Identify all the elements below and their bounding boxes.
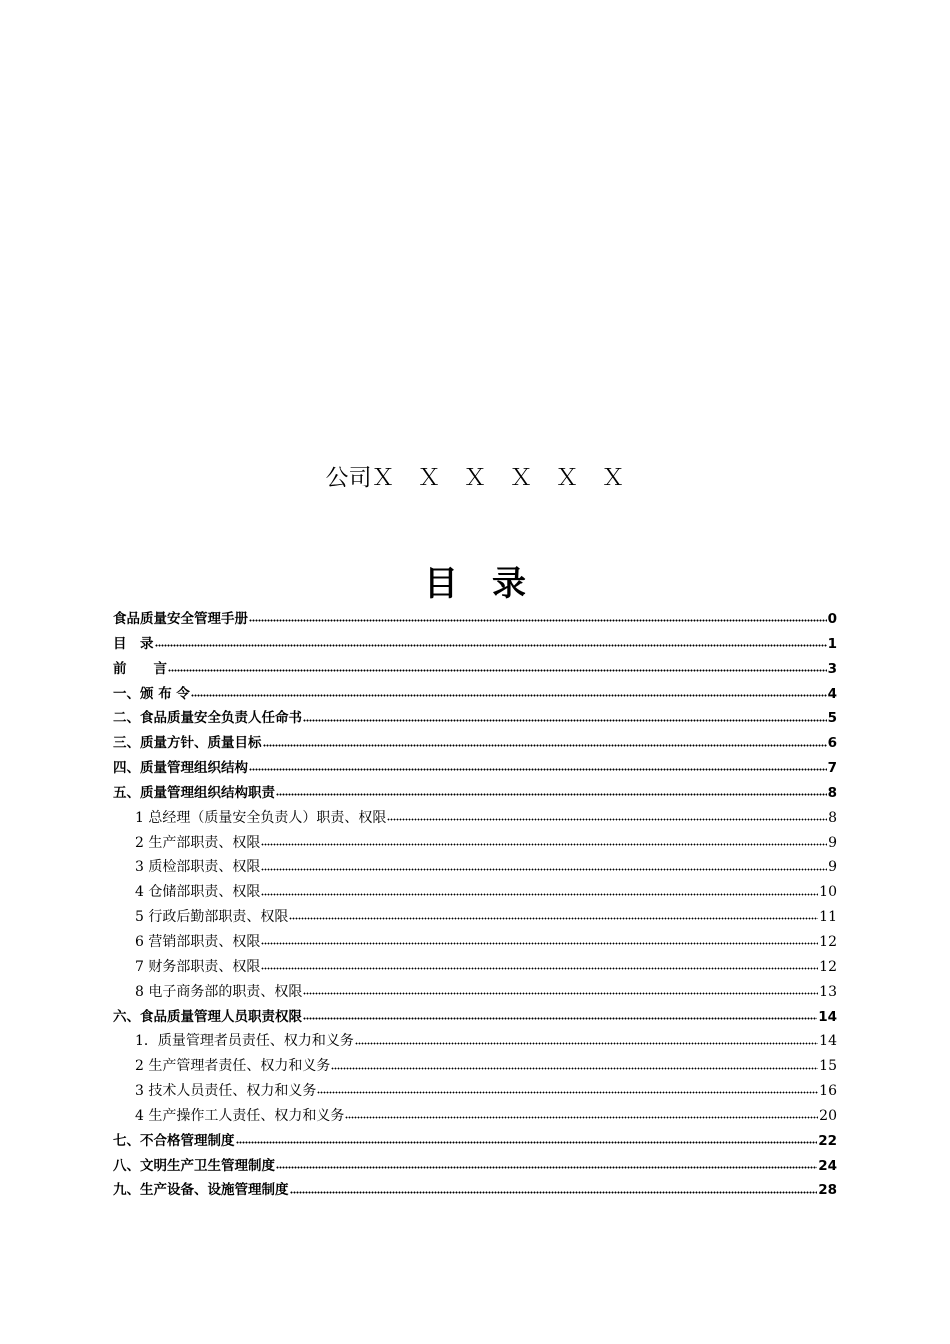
toc-leader-dots — [331, 1066, 818, 1070]
toc-leader-dots — [355, 1041, 818, 1045]
toc-leader-dots — [387, 818, 827, 822]
table-of-contents — [113, 607, 837, 1203]
toc-entry-text: 二、食品质量安全负责人任命书 — [113, 710, 302, 727]
toc-entry-text: 3 质检部职责、权限 — [135, 859, 261, 876]
toc-subentry[interactable] — [113, 1079, 837, 1104]
toc-subentry[interactable] — [113, 1029, 837, 1054]
company-name: 公司Ｘ Ｘ Ｘ Ｘ Ｘ Ｘ — [325, 465, 625, 491]
toc-entry[interactable] — [113, 781, 837, 806]
toc-entry-page: 13 — [819, 983, 837, 1000]
toc-entry-text: 2 生产管理者责任、权力和义务 — [135, 1058, 331, 1075]
toc-entry-page: 1 — [827, 635, 837, 652]
toc-entry-page: 28 — [818, 1182, 837, 1199]
toc-entry-text: 4 生产操作工人责任、权力和义务 — [135, 1107, 345, 1124]
toc-entry-text: 食品质量安全管理手册 — [113, 611, 248, 627]
toc-entry[interactable] — [113, 632, 837, 657]
toc-entry-page: 5 — [827, 710, 837, 727]
toc-entry[interactable] — [113, 756, 837, 781]
toc-entry-page: 16 — [819, 1083, 837, 1100]
toc-entry-page: 12 — [819, 958, 837, 975]
toc-entry[interactable] — [113, 1154, 837, 1179]
toc-entry[interactable] — [113, 1005, 837, 1030]
toc-entry-page: 4 — [827, 685, 837, 702]
toc-entry-text: 八、文明生产卫生管理制度 — [113, 1157, 275, 1174]
toc-leader-dots — [191, 693, 827, 697]
toc-leader-dots — [261, 867, 827, 871]
toc-entry-page: 8 — [827, 784, 837, 801]
toc-entry[interactable] — [113, 607, 837, 632]
toc-entry[interactable] — [113, 1178, 837, 1203]
toc-leader-dots — [261, 967, 818, 971]
toc-leader-dots — [317, 1091, 818, 1095]
toc-leader-dots — [290, 1190, 818, 1194]
toc-entry-text: 三、质量方针、质量目标 — [113, 735, 262, 752]
toc-subentry[interactable] — [113, 955, 837, 980]
toc-leader-dots — [236, 1141, 818, 1145]
toc-entry-page: 6 — [827, 735, 837, 752]
toc-entry-page: 15 — [819, 1058, 837, 1075]
toc-entry-page: 9 — [828, 834, 837, 851]
toc-leader-dots — [289, 917, 818, 921]
toc-subentry[interactable] — [113, 1104, 837, 1129]
toc-entry-text: 6 营销部职责、权限 — [135, 933, 261, 950]
toc-entry-page: 9 — [828, 859, 837, 876]
toc-entry-text: 五、质量管理组织结构职责 — [113, 784, 275, 801]
toc-entry-text: 四、质量管理组织结构 — [113, 760, 248, 777]
toc-subentry[interactable] — [113, 855, 837, 880]
toc-leader-dots — [303, 992, 818, 996]
toc-leader-dots — [155, 644, 827, 648]
toc-entry-page: 20 — [819, 1107, 837, 1124]
toc-entry-text: 1．质量管理者员责任、权力和义务 — [135, 1033, 354, 1050]
toc-entry-page: 7 — [827, 760, 837, 777]
toc-entry[interactable] — [113, 657, 837, 682]
toc-leader-dots — [303, 1016, 817, 1020]
toc-entry-page: 14 — [819, 1033, 837, 1050]
toc-entry[interactable] — [113, 682, 837, 707]
toc-entry-text: 七、不合格管理制度 — [113, 1132, 235, 1149]
toc-leader-dots — [261, 842, 827, 846]
toc-entry-page: 8 — [828, 809, 837, 826]
toc-subentry[interactable] — [113, 831, 837, 856]
toc-entry-text: 目 录 — [113, 635, 154, 652]
toc-entry-page: 12 — [819, 933, 837, 950]
toc-entry-page: 22 — [818, 1132, 837, 1149]
toc-entry[interactable] — [113, 731, 837, 756]
toc-entry-text: 5 行政后勤部职责、权限 — [135, 909, 289, 926]
toc-subentry[interactable] — [113, 806, 837, 831]
toc-entry-page: 24 — [818, 1157, 837, 1174]
toc-leader-dots — [276, 793, 827, 797]
toc-entry-text: 前 言 — [113, 660, 167, 677]
toc-entry-page: 0 — [827, 611, 837, 627]
toc-entry-text: 2 生产部职责、权限 — [135, 834, 261, 851]
toc-entry-page: 3 — [827, 660, 837, 677]
toc-entry-text: 7 财务部职责、权限 — [135, 958, 261, 975]
toc-entry-text: 3 技术人员责任、权力和义务 — [135, 1083, 317, 1100]
toc-entry-text: 一、颁 布 令 — [113, 685, 190, 702]
toc-leader-dots — [263, 743, 827, 747]
toc-entry-text: 1 总经理（质量安全负责人）职责、权限 — [135, 809, 387, 826]
toc-entry-text: 8 电子商务部的职责、权限 — [135, 983, 303, 1000]
toc-leader-dots — [261, 942, 818, 946]
toc-title: 目 录 — [424, 564, 526, 604]
toc-entry-page: 11 — [819, 909, 837, 926]
toc-entry-page: 14 — [818, 1008, 837, 1025]
toc-entry-text: 4 仓储部职责、权限 — [135, 884, 261, 901]
toc-leader-dots — [249, 768, 827, 772]
toc-leader-dots — [303, 718, 827, 722]
toc-leader-dots — [276, 1165, 817, 1169]
toc-subentry[interactable] — [113, 905, 837, 930]
toc-entry[interactable] — [113, 1129, 837, 1154]
toc-leader-dots — [345, 1116, 818, 1120]
toc-leader-dots — [168, 669, 827, 673]
toc-subentry[interactable] — [113, 930, 837, 955]
toc-leader-dots — [261, 892, 818, 896]
toc-subentry[interactable] — [113, 1054, 837, 1079]
toc-entry-text: 九、生产设备、设施管理制度 — [113, 1182, 289, 1199]
toc-subentry[interactable] — [113, 880, 837, 905]
toc-subentry[interactable] — [113, 980, 837, 1005]
toc-leader-dots — [249, 619, 827, 623]
toc-entry[interactable] — [113, 706, 837, 731]
toc-entry-page: 10 — [819, 884, 837, 901]
toc-entry-text: 六、食品质量管理人员职责权限 — [113, 1008, 302, 1025]
